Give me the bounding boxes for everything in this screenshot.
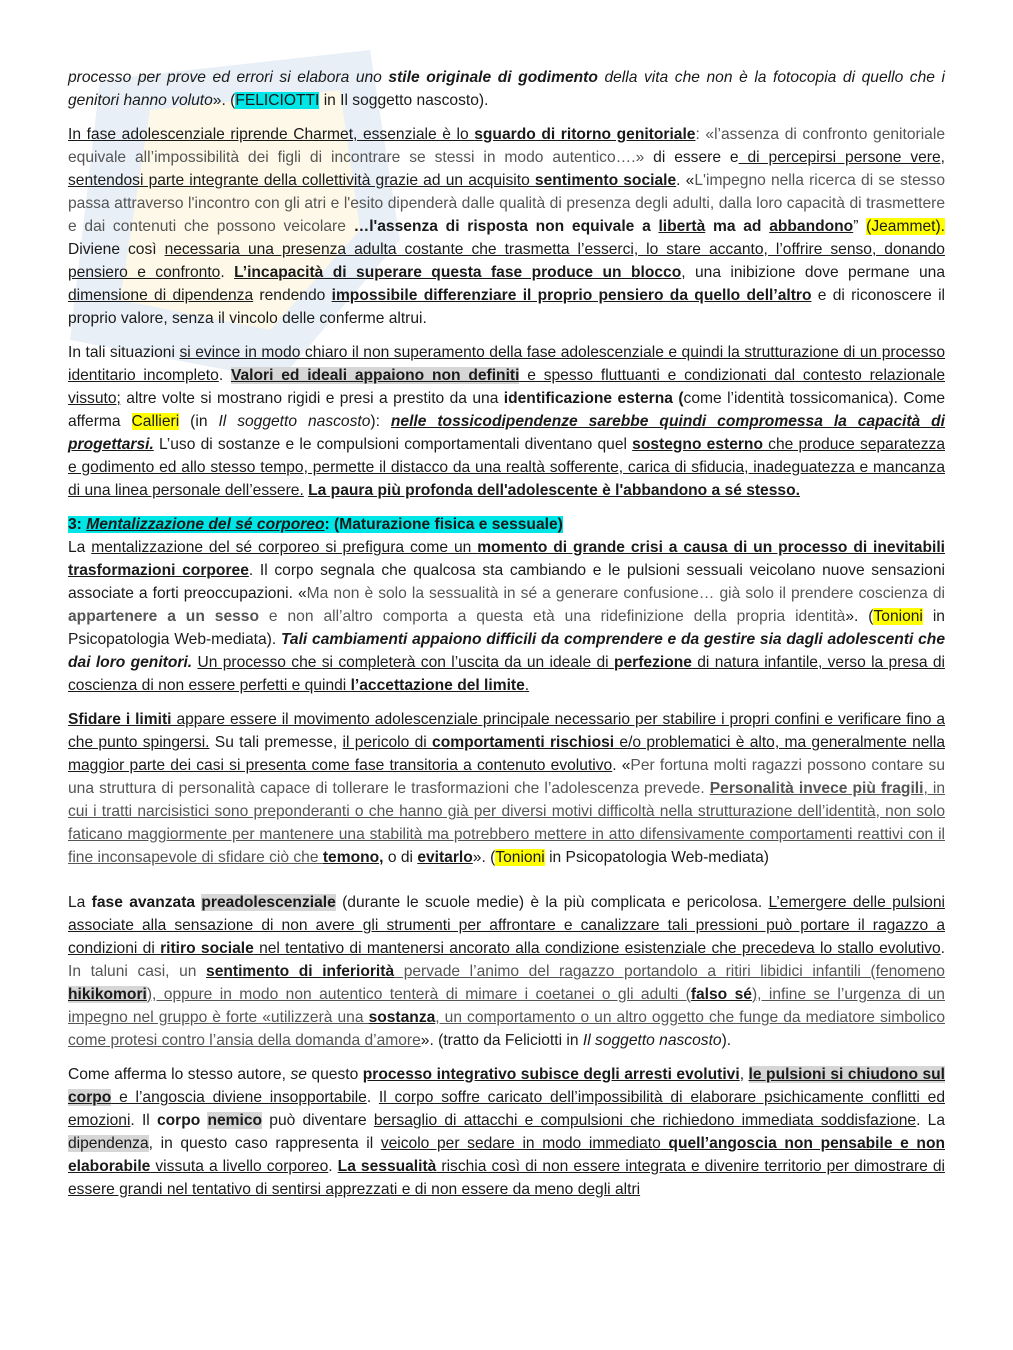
highlighted-author: FELICIOTTI <box>235 92 320 109</box>
text: o di <box>383 849 418 866</box>
text: ». ( <box>472 849 496 866</box>
text: Valori ed ideali appaiono non definiti <box>230 367 520 384</box>
text: di percepirsi persone vere, sentendosi parte integrante della collettività grazie ad un acquisito <box>68 149 945 189</box>
text: bersaglio di attacchi e compulsioni che richiedono immediata soddisfazione <box>373 1112 917 1129</box>
text: nemico <box>207 1112 263 1129</box>
text: . <box>220 264 235 281</box>
text: ». (tratto da Feliciotti in <box>420 1032 583 1049</box>
quote: , in cui i tratti narcisistici sono preponderanti o che hanno già per diversi motivi difficoltà nella strutturazione dell’identità, non solo faticano maggiormente per mantenere una stabilità ma potrebbero mettere in atto difensivamente comportamenti reattivi con il fine inconsapevole di sfidare ciò che <box>68 780 946 866</box>
text: altre volte si mostrano rigidi e presi a prestito da una <box>120 390 504 407</box>
text: di natura infantile, verso la presa di coscienza di non essere perfetti e quindi <box>68 654 945 694</box>
text: . Il <box>130 1112 157 1129</box>
document-page <box>68 66 945 1212</box>
text: appare essere il movimento adolescenziale principale necessario per stabilire i propri confini e verificare fino a che punto spingersi. <box>68 711 945 751</box>
text: ), oppure in modo non autentico tenterà di mimare i coetanei o gli adulti ( <box>146 986 691 1003</box>
text: . La <box>916 1112 945 1129</box>
text: necessaria una presenza adulta costante che trasmetta l’esserci, lo stare accanto, l’offrire senso, donando pensiero e confronto <box>68 241 945 281</box>
text: in Psicopatologia Web-mediata) <box>544 849 769 866</box>
text: . <box>366 1089 379 1106</box>
text: . « <box>612 757 631 774</box>
section-title: Mentalizzazione del sé corporeo <box>86 516 325 533</box>
text: pervade l’animo del ragazzo portandolo a ritiri libidici infantili (fenomeno <box>394 963 945 980</box>
text: nelle tossicodipendenze sarebbe quindi compromessa la capacità di progettarsi. <box>68 413 946 453</box>
text: Tali cambiamenti appaiono difficili da comprendere e da gestire sia dagli adolescenti che dai loro genitori. <box>68 631 945 671</box>
text: Diviene così <box>68 241 165 258</box>
quote: appartenere a un sesso <box>68 608 259 625</box>
quote: L'impegno nella ricerca di se stesso passa attraverso l'incontro con gli atri e l'esito dipenderà dalle qualità di presenza degli adulti, dalla loro capacità di trasmettere e dai contenuti che possono veicolare <box>68 172 946 235</box>
text: La <box>337 1158 361 1175</box>
text: . <box>940 940 946 957</box>
text: ritiro sociale <box>160 940 254 957</box>
text: mentalizzazione del sé corporeo si prefigura come un <box>91 539 478 556</box>
text: Su tali premesse, <box>209 734 343 751</box>
text: La <box>68 894 92 911</box>
paragraph-2 <box>68 123 945 330</box>
text: le pulsioni si chiudono sul corpo <box>68 1066 946 1106</box>
text: si evince in modo chiaro il non superamento della fase adolescenziale e quindi la strutturazione di un processo identitario incompleto <box>68 344 945 384</box>
text: ). <box>721 1032 732 1049</box>
text: rendendo <box>253 287 332 304</box>
quote: e non all’altro comporta a questa età una ridefinizione della propria identità <box>258 608 846 625</box>
section-number: 3: <box>68 516 87 533</box>
text: ), infine se l’urgenza di un impegno nel gruppo è forte «utilizzerà una <box>68 986 945 1026</box>
text: dimensione di dipendenza <box>68 287 254 304</box>
text: nel tentativo di mantenersi ancorato alla condizione esistenziale che precedeva lo stallo evolutivo <box>253 940 941 957</box>
paragraph-3 <box>68 341 945 502</box>
quote: Ma non è solo la sessualità in sé a generare confusione… già solo il prendere coscienza di <box>306 585 945 602</box>
text: . <box>218 367 231 384</box>
text: …l'assenza di risposta non equivale a <box>353 218 659 235</box>
text: in Il soggetto nascosto). <box>319 92 489 109</box>
text: e l’angoscia diviene insopportabile <box>111 1089 367 1106</box>
text: di essere e <box>653 149 739 166</box>
highlighted-author: (Jeammet). <box>866 218 945 235</box>
text: quell’angoscia non pensabile e non elaborabile <box>68 1135 946 1175</box>
text: L’uso di sostanze e le compulsioni comportamentali diventano quel <box>153 436 633 453</box>
text: sguardo di ritorno genitoriale <box>474 126 696 143</box>
quote: : «l’assenza di confronto genitoriale equivale all’impossibilità dei figli di incontrare se stessi in modo autentico….» <box>68 126 945 166</box>
text: processo integrativo subisce degli arresti evolutivi <box>362 1066 740 1083</box>
text: perfezione <box>613 654 692 671</box>
text: ): <box>370 413 391 430</box>
text: Sfidare i limiti <box>68 711 172 728</box>
text: , in questo caso rappresenta il <box>148 1135 381 1152</box>
book-title: Il soggetto nascosto <box>582 1032 722 1049</box>
text: L’incapacità di superare questa fase produce un blocco <box>234 264 682 281</box>
text: processo per prove ed errori si elabora uno <box>68 69 389 86</box>
text: della vita che non è la fotocopia di quello che i genitori hanno voluto <box>68 69 945 109</box>
text: (durante le scuole medie) è la più complicata e pericolosa. <box>335 894 769 911</box>
text: Come afferma lo stesso autore, <box>68 1066 291 1083</box>
text: momento di grande crisi a causa di un processo di inevitabili trasformazioni corporee <box>68 539 945 579</box>
text: sentimento di inferiorità <box>206 963 395 980</box>
paragraph-5 <box>68 708 945 869</box>
section-subtitle: : (Maturazione fisica e sessuale) <box>324 516 563 533</box>
text: , un comportamento o un altro oggetto che funge da mediatore simbolico come protesi contro l’ansia della domanda d’amore <box>68 1009 945 1049</box>
text: In fase adolescenziale riprende Charmet, essenziale è lo <box>68 126 475 143</box>
text: La <box>68 539 92 556</box>
text: falso sé <box>690 986 752 1003</box>
paragraph-7 <box>68 1063 945 1201</box>
highlighted-author: Tonioni <box>495 849 545 866</box>
quote: Per fortuna molti ragazzi possono contare su una struttura di personalità capace di tollerare le trasformazioni che l’adolescenza prevede. <box>68 757 945 797</box>
text: sostegno esterno <box>632 436 763 453</box>
paragraph-1 <box>68 66 945 112</box>
text: identificazione esterna ( <box>503 390 684 407</box>
paragraph-6 <box>68 891 945 1052</box>
text: il pericolo di <box>342 734 433 751</box>
text: e spesso fluttuanti e condizionati dal contesto relazionale vissuto; <box>68 367 945 407</box>
section-heading <box>68 513 945 536</box>
text: (in <box>179 413 219 430</box>
text: ” <box>853 218 867 235</box>
text: questo <box>306 1066 363 1083</box>
text: . Il corpo segnala che qualcosa sta cambiando e le pulsioni sessuali veicolano nuove sensazioni associate a forti preoccupazioni. « <box>68 562 945 602</box>
text: hikikomori <box>68 986 147 1003</box>
text: se <box>290 1066 307 1083</box>
text: fase avanzata <box>91 894 202 911</box>
text: stile originale di godimento <box>388 69 598 86</box>
text: sostanza <box>368 1009 436 1026</box>
text: evitarlo <box>417 849 473 866</box>
text: sessualità <box>360 1158 437 1175</box>
text: come l’identità tossicomanica). Come afferma <box>68 390 946 430</box>
paragraph-4 <box>68 536 945 697</box>
text: La paura più profonda dell'adolescente è l'abbandono a sé stesso. <box>308 482 800 499</box>
text: comportamenti rischiosi <box>432 734 615 751</box>
text: In tali situazioni <box>68 344 180 361</box>
text: , una inibizione dove permane una <box>681 264 946 281</box>
text: In taluni casi, un <box>68 963 207 980</box>
highlighted-author: Callieri <box>131 413 180 430</box>
text: e di riconoscere il proprio valore, senza il vincolo delle conferme altrui. <box>68 287 946 327</box>
text: può diventare <box>262 1112 374 1129</box>
text: preadolescenziale <box>201 894 336 911</box>
text: e/o problematici è alto, ma generalmente nella maggior parte dei casi si presenta come fase transitoria a contenuto evolutivo <box>68 734 946 774</box>
text: libertà <box>658 218 706 235</box>
quote: Personalità invece più fragili <box>709 780 924 797</box>
text: L’emergere delle pulsioni associate alla sensazione di non avere gli strumenti per affrontare e canalizzare tali pressioni può portare il ragazzo a condizioni di <box>68 894 945 957</box>
text: ». ( <box>212 92 236 109</box>
text: impossibile differenziare il proprio pensiero da quello dell’altro <box>331 287 812 304</box>
text: . <box>328 1158 338 1175</box>
text: che produce separatezza e godimento ed allo stesso tempo, permette il distacco da una realtà sofferente, carica di sfiducia, inadeguatezza e mancanza di una linea personale dell’essere. <box>68 436 945 499</box>
text: l’accettazione del limite <box>350 677 525 694</box>
text: . « <box>676 172 695 189</box>
text: . <box>524 677 530 694</box>
text: Un processo che si completerà con l’uscita da un ideale di <box>197 654 614 671</box>
text: rischia così di non essere integrata e divenire territorio per dimostrare di essere grandi nel tentativo di sentirsi apprezzati e di non essere da meno degli altri <box>68 1158 945 1198</box>
text: temono, <box>322 849 384 866</box>
text: ma ad <box>705 218 770 235</box>
text: ». ( <box>845 608 874 625</box>
text: veicolo per sedare in modo immediato <box>380 1135 669 1152</box>
text: abbandono <box>769 218 854 235</box>
text: , <box>739 1066 749 1083</box>
text: sentimento sociale <box>534 172 677 189</box>
text: vissuta a livello corporeo <box>150 1158 329 1175</box>
book-title: Il soggetto nascosto <box>218 413 371 430</box>
text: dipendenza <box>68 1135 149 1152</box>
text: corpo <box>156 1112 208 1129</box>
text: in Psicopatologia Web-mediata). <box>68 608 945 648</box>
highlighted-author: Tonioni <box>873 608 923 625</box>
text: Il corpo soffre caricato dell’impossibilità di elaborare psichicamente conflitti ed emozioni <box>68 1089 945 1129</box>
